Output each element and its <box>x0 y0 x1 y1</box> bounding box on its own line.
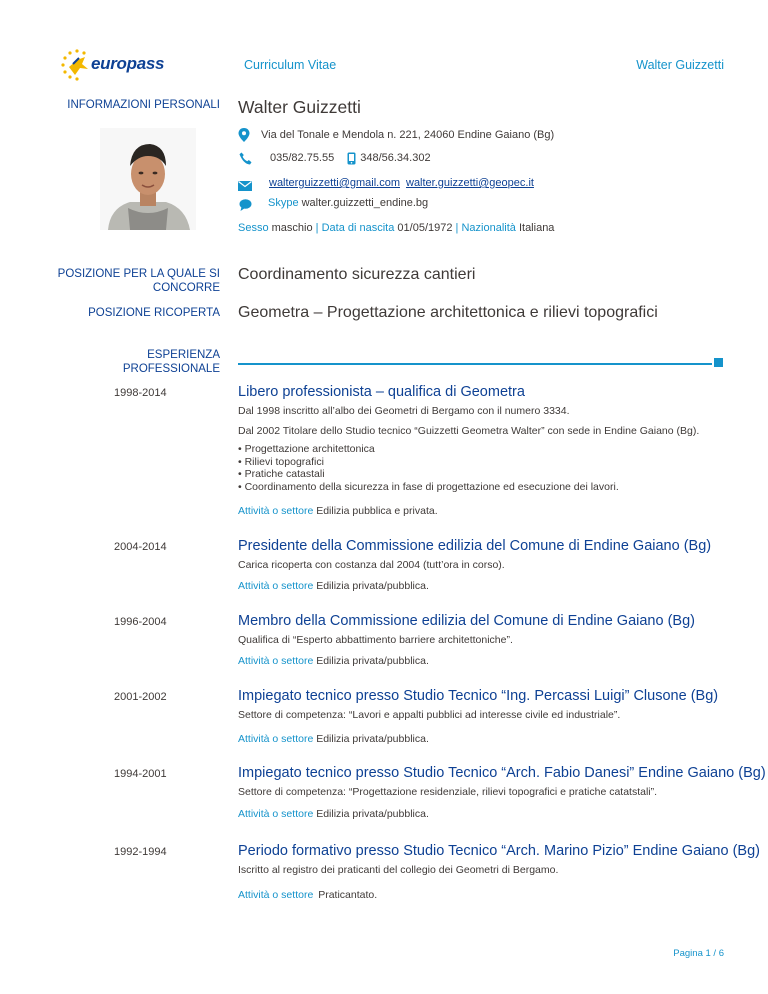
list-item: • Pratiche catastali <box>238 468 325 481</box>
list-item: • Rilievi topografici <box>238 455 324 468</box>
experience-title: Periodo formativo presso Studio Tecnico “Arch. Marino Pizio” Endine Gaiano (Bg) <box>238 843 760 859</box>
experience-sector <box>238 655 429 667</box>
sector-label: Attività o settore <box>238 580 314 592</box>
experience-sector <box>238 889 377 901</box>
experience-dates: 1992-1994 <box>114 846 167 858</box>
profile-photo <box>100 128 196 230</box>
personal-details-line <box>238 222 554 234</box>
experience-dates: 2001-2002 <box>114 691 167 703</box>
sector-value: Edilizia privata/pubblica. <box>316 580 429 592</box>
experience-description: Dal 2002 Titolare dello Studio tecnico “Guizzetti Geometra Walter” con sede in Endine Gaiano (Bg). <box>238 425 700 437</box>
experience-title: Impiegato tecnico presso Studio Tecnico “Ing. Percassi Luigi” Clusone (Bg) <box>238 688 719 704</box>
label-position-applied: POSIZIONE PER LA QUALE SI CONCORRE <box>57 268 220 294</box>
address-text: Via del Tonale e Mendola n. 221, 24060 Endine Gaiano (Bg) <box>261 129 555 141</box>
experience-description: Iscritto al registro dei praticanti del collegio dei Geometri di Bergamo. <box>238 864 559 876</box>
page-number: Pagina 1 / 6 <box>673 948 724 959</box>
experience-title: Libero professionista – qualifica di Geometra <box>238 384 525 400</box>
sex-value: maschio <box>271 222 313 234</box>
header-doc-type: Curriculum Vitae <box>244 58 337 72</box>
sector-label: Attività o settore <box>238 733 314 745</box>
header-person-name: Walter Guizzetti <box>636 58 724 72</box>
experience-title: Presidente della Commissione edilizia del Comune di Endine Gaiano (Bg) <box>238 538 712 554</box>
experience-description: Settore di competenza: “Lavori e appalti pubblici ad interesse civile ed industriale”. <box>238 709 621 721</box>
mobile-phone-icon <box>346 151 356 165</box>
experience-dates: 1996-2004 <box>114 616 167 628</box>
experience-dates: 2004-2014 <box>114 541 167 553</box>
birth-label: Data di nascita <box>321 222 395 234</box>
separator: | <box>455 222 459 234</box>
experience-description: Settore di competenza: “Progettazione residenziale, rilievi topografici e pratiche catatstali”. <box>238 786 658 798</box>
nationality-value: Italiana <box>518 222 555 234</box>
experience-title: Impiegato tecnico presso Studio Tecnico “Arch. Fabio Danesi” Endine Gaiano (Bg) <box>238 765 766 781</box>
label-position-held: POSIZIONE RICOPERTA <box>88 307 220 319</box>
contact-emails <box>238 173 534 193</box>
sector-label: Attività o settore <box>238 889 314 901</box>
sector-value: Edilizia pubblica e privata. <box>316 505 438 517</box>
experience-description: Qualifica di “Esperto abbattimento barriere architettoniche”. <box>238 634 513 646</box>
experience-sector <box>238 808 429 820</box>
sector-label: Attività o settore <box>238 505 314 517</box>
section-label-experience: ESPERIENZA PROFESSIONALE <box>122 349 220 375</box>
email-icon <box>238 179 252 193</box>
experience-sector <box>238 580 429 592</box>
experience-sector <box>238 505 438 517</box>
section-label-personal-info: INFORMAZIONI PERSONALI <box>67 99 220 111</box>
nationality-label: Nazionalità <box>461 222 516 234</box>
skype-value: walter.guizzetti_endine.bg <box>301 197 429 209</box>
sector-value: Edilizia privata/pubblica. <box>316 733 429 745</box>
separator: | <box>315 222 319 234</box>
experience-description: Carica ricoperta con costanza dal 2004 (tutt’ora in corso). <box>238 559 505 571</box>
email-link-pec[interactable]: walter.guizzetti@geopec.it <box>406 177 534 189</box>
chat-bubble-icon <box>238 198 252 212</box>
contact-phones <box>238 151 431 165</box>
sector-value: Edilizia privata/pubblica. <box>316 808 429 820</box>
europass-logo <box>55 45 165 85</box>
section-divider <box>238 363 712 365</box>
sex-label: Sesso <box>238 222 269 234</box>
europass-wordmark: europass <box>91 54 165 73</box>
contact-skype <box>238 194 428 212</box>
list-item: • Coordinamento della sicurezza in fase di progettazione ed esecuzione dei lavori. <box>238 480 619 493</box>
list-item: • Progettazione architettonica <box>238 443 375 455</box>
candidate-name: Walter Guizzetti <box>238 97 361 117</box>
mobile-number: 348/56.34.302 <box>360 152 431 164</box>
position-held-value: Geometra – Progettazione architettonica e rilievi topografici <box>238 304 658 321</box>
experience-bullet-list <box>238 443 619 493</box>
experience-title: Membro della Commissione edilizia del Comune di Endine Gaiano (Bg) <box>238 613 695 629</box>
experience-sector <box>238 733 429 745</box>
sector-value: Edilizia privata/pubblica. <box>316 655 429 667</box>
birth-value: 01/05/1972 <box>397 222 453 234</box>
sector-value: Praticantato. <box>318 889 378 901</box>
position-applied-value: Coordinamento sicurezza cantieri <box>238 266 476 283</box>
experience-dates: 1994-2001 <box>114 768 167 780</box>
contact-address <box>238 128 554 142</box>
email-link-gmail[interactable]: walterguizzetti@gmail.com <box>269 177 400 189</box>
sector-label: Attività o settore <box>238 808 314 820</box>
experience-description: Dal 1998 inscritto all’albo dei Geometri di Bergamo con il numero 3334. <box>238 405 570 417</box>
location-pin-icon <box>237 128 251 142</box>
experience-dates: 1998-2014 <box>114 387 167 399</box>
section-divider-marker <box>714 358 723 367</box>
phone-icon <box>238 151 252 165</box>
sector-label: Attività o settore <box>238 655 314 667</box>
phone-number: 035/82.75.55 <box>270 152 335 164</box>
skype-label: Skype <box>268 197 299 209</box>
